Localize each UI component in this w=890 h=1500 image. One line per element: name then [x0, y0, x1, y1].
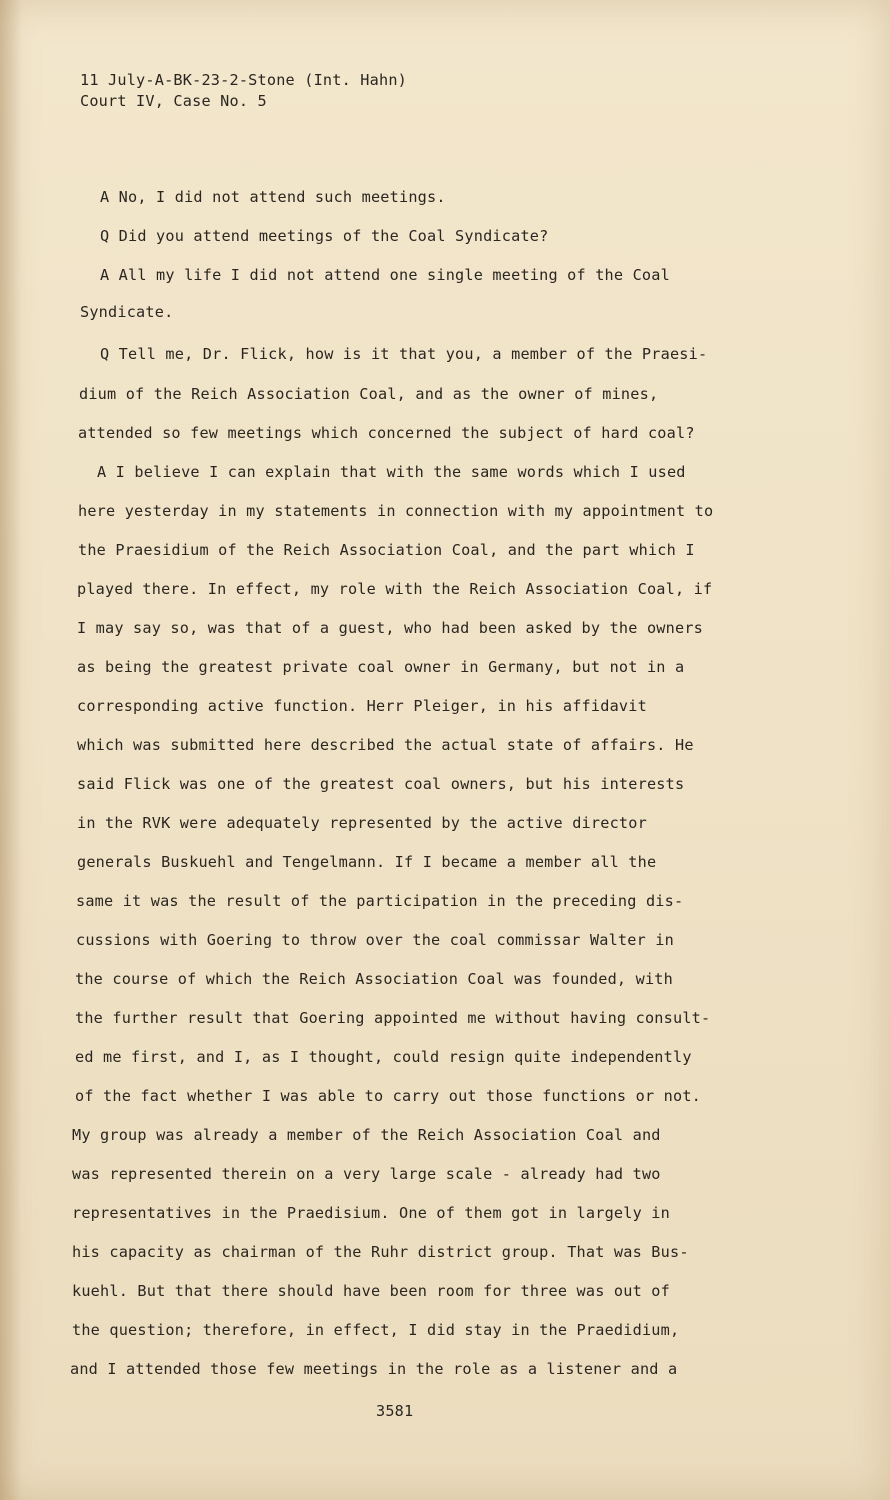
transcript-line: was represented therein on a very large scale - already had two — [72, 1165, 661, 1183]
transcript-line: A All my life I did not attend one single meeting of the Coal — [100, 266, 670, 284]
transcript-line: A I believe I can explain that with the same words which I used — [97, 463, 686, 481]
transcript-line: I may say so, was that of a guest, who had been asked by the owners — [77, 619, 704, 637]
transcript-line: which was submitted here described the actual state of affairs. He — [77, 736, 694, 754]
transcript-line: as being the greatest private coal owner in Germany, but not in a — [77, 658, 685, 676]
transcript-line: here yesterday in my statements in connection with my appointment to — [78, 502, 714, 520]
transcript-line: his capacity as chairman of the Ruhr district group. That was Bus- — [72, 1243, 689, 1261]
transcript-line: kuehl. But that there should have been room for three was out of — [72, 1282, 670, 1300]
transcript-line: attended so few meetings which concerned the subject of hard coal? — [78, 424, 695, 442]
transcript-line: ed me first, and I, as I thought, could resign quite independently — [75, 1048, 692, 1066]
transcript-line: representatives in the Praedisium. One of them got in largely in — [72, 1204, 670, 1222]
transcript-line: in the RVK were adequately represented by the active director — [77, 814, 647, 832]
transcript-line: of the fact whether I was able to carry out those functions or not. — [75, 1087, 702, 1105]
transcript-line: the Praesidium of the Reich Association Coal, and the part which I — [78, 541, 695, 559]
header-line-2: Court IV, Case No. 5 — [80, 92, 267, 110]
transcript-line: same it was the result of the participation in the preceding dis- — [76, 892, 684, 910]
transcript-line: the course of which the Reich Association Coal was founded, with — [75, 970, 673, 988]
transcript-line: Q Tell me, Dr. Flick, how is it that you, a member of the Praesi- — [100, 345, 708, 363]
transcript-line: the further result that Goering appointed me without having consult- — [75, 1009, 711, 1027]
page-number: 3581 — [376, 1402, 414, 1420]
transcript-line: generals Buskuehl and Tengelmann. If I became a member all the — [77, 853, 657, 871]
transcript-line: cussions with Goering to throw over the coal commissar Walter in — [76, 931, 674, 949]
transcript-line: and I attended those few meetings in the role as a listener and a — [70, 1360, 678, 1378]
transcript-line: Syndicate. — [80, 303, 174, 321]
transcript-line: played there. In effect, my role with the Reich Association Coal, if — [77, 580, 713, 598]
transcript-line: My group was already a member of the Reich Association Coal and — [72, 1126, 661, 1144]
transcript-line: A No, I did not attend such meetings. — [100, 188, 446, 206]
transcript-line: Q Did you attend meetings of the Coal Syndicate? — [100, 227, 549, 245]
transcript-line: corresponding active function. Herr Pleiger, in his affidavit — [77, 697, 647, 715]
page-edge-shadow — [0, 0, 22, 1500]
transcript-line: the question; therefore, in effect, I did stay in the Praedidium, — [72, 1321, 680, 1339]
header-line-1: 11 July-A-BK-23-2-Stone (Int. Hahn) — [80, 71, 408, 89]
transcript-line: said Flick was one of the greatest coal owners, but his interests — [77, 775, 685, 793]
document-header — [80, 70, 407, 112]
transcript-line: dium of the Reich Association Coal, and as the owner of mines, — [79, 385, 659, 403]
